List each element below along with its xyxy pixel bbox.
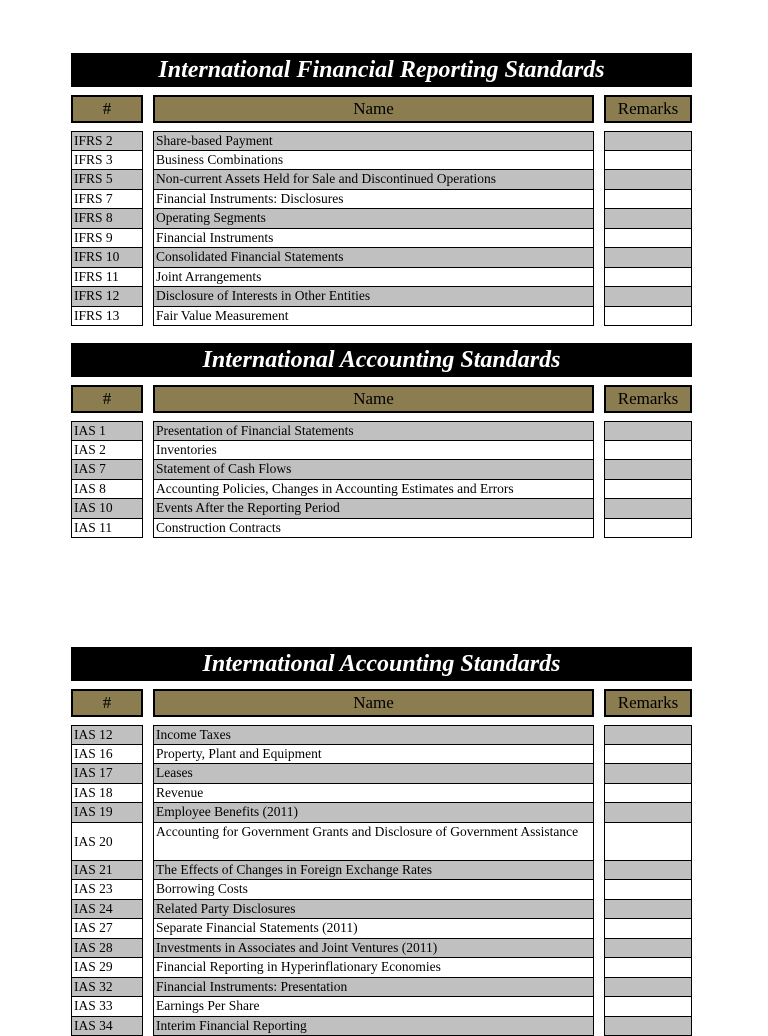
remarks-cell (604, 459, 692, 480)
table-row (71, 287, 692, 307)
standard-number: IFRS 11 (71, 267, 143, 288)
standard-number: IAS 33 (71, 996, 143, 1017)
remarks-cell (604, 440, 692, 461)
table-row (71, 861, 692, 881)
standard-name: Business Combinations (153, 150, 594, 171)
table-row (71, 499, 692, 519)
standard-number: IAS 10 (71, 498, 143, 519)
remarks-cell (604, 228, 692, 249)
standard-number: IFRS 10 (71, 247, 143, 268)
ias-section-1 (71, 343, 692, 538)
table-row (71, 725, 692, 745)
standard-number: IFRS 9 (71, 228, 143, 249)
standard-name: Non-current Assets Held for Sale and Discontinued Operations (153, 169, 594, 190)
header-name: Name (153, 95, 594, 123)
standard-number: IAS 18 (71, 783, 143, 804)
remarks-cell (604, 879, 692, 900)
standard-number: IAS 21 (71, 860, 143, 881)
table-row (71, 919, 692, 939)
remarks-cell (604, 725, 692, 745)
standard-name: Revenue (153, 783, 594, 804)
table-header (71, 689, 692, 717)
remarks-cell (604, 306, 692, 327)
remarks-cell (604, 247, 692, 268)
remarks-cell (604, 498, 692, 519)
section-title: International Financial Reporting Standards (71, 53, 692, 87)
table-row (71, 823, 692, 861)
standard-name: Related Party Disclosures (153, 899, 594, 920)
standard-number: IFRS 3 (71, 150, 143, 171)
table-header (71, 385, 692, 413)
standard-name: Accounting Policies, Changes in Accounting Estimates and Errors (153, 479, 594, 500)
remarks-cell (604, 822, 692, 861)
table-row (71, 248, 692, 268)
ifrs-section (71, 53, 692, 326)
standard-name: Statement of Cash Flows (153, 459, 594, 480)
standard-name: Disclosure of Interests in Other Entities (153, 286, 594, 307)
header-remarks: Remarks (604, 95, 692, 123)
remarks-cell (604, 938, 692, 959)
table-row (71, 1017, 692, 1036)
table-row (71, 784, 692, 804)
standard-number: IAS 29 (71, 957, 143, 978)
remarks-cell (604, 169, 692, 190)
remarks-cell (604, 518, 692, 539)
remarks-cell (604, 421, 692, 441)
table-row (71, 229, 692, 249)
header-remarks: Remarks (604, 385, 692, 413)
header-remarks: Remarks (604, 689, 692, 717)
standard-number: IAS 11 (71, 518, 143, 539)
header-number: # (71, 689, 143, 717)
section-title: International Accounting Standards (71, 343, 692, 377)
table-header (71, 95, 692, 123)
remarks-cell (604, 150, 692, 171)
standard-number: IAS 17 (71, 763, 143, 784)
ias-section-2 (71, 647, 692, 1036)
remarks-cell (604, 996, 692, 1017)
standard-number: IAS 34 (71, 1016, 143, 1036)
standard-name: Income Taxes (153, 725, 594, 745)
standard-name: Financial Instruments: Presentation (153, 977, 594, 998)
standard-name: Leases (153, 763, 594, 784)
standard-number: IFRS 8 (71, 208, 143, 229)
standard-name: Earnings Per Share (153, 996, 594, 1017)
table-row (71, 307, 692, 327)
standard-number: IAS 2 (71, 440, 143, 461)
remarks-cell (604, 267, 692, 288)
remarks-cell (604, 1016, 692, 1036)
table-row (71, 480, 692, 500)
remarks-cell (604, 860, 692, 881)
table-row (71, 880, 692, 900)
standard-name: Separate Financial Statements (2011) (153, 918, 594, 939)
remarks-cell (604, 189, 692, 210)
standard-name: Share-based Payment (153, 131, 594, 151)
header-number: # (71, 385, 143, 413)
standard-number: IAS 32 (71, 977, 143, 998)
table-row (71, 268, 692, 288)
standard-number: IFRS 2 (71, 131, 143, 151)
remarks-cell (604, 763, 692, 784)
table-row (71, 519, 692, 539)
table-row (71, 745, 692, 765)
table-row (71, 209, 692, 229)
standard-number: IFRS 12 (71, 286, 143, 307)
standard-name: Accounting for Government Grants and Disclosure of Government Assistance (153, 822, 594, 861)
table-row (71, 803, 692, 823)
remarks-cell (604, 899, 692, 920)
standard-name: The Effects of Changes in Foreign Exchange Rates (153, 860, 594, 881)
remarks-cell (604, 479, 692, 500)
table-row (71, 170, 692, 190)
standard-number: IAS 19 (71, 802, 143, 823)
table-row (71, 460, 692, 480)
table-row (71, 958, 692, 978)
table-row (71, 131, 692, 151)
standard-number: IAS 20 (71, 822, 143, 861)
standard-number: IAS 24 (71, 899, 143, 920)
standard-name: Financial Reporting in Hyperinflationary Economies (153, 957, 594, 978)
standard-number: IAS 12 (71, 725, 143, 745)
standard-number: IFRS 5 (71, 169, 143, 190)
table-row (71, 441, 692, 461)
standard-name: Presentation of Financial Statements (153, 421, 594, 441)
standards-table (71, 421, 692, 538)
remarks-cell (604, 131, 692, 151)
standard-number: IAS 27 (71, 918, 143, 939)
header-number: # (71, 95, 143, 123)
table-row (71, 421, 692, 441)
standard-name: Interim Financial Reporting (153, 1016, 594, 1036)
standard-number: IAS 1 (71, 421, 143, 441)
standard-number: IAS 16 (71, 744, 143, 765)
remarks-cell (604, 957, 692, 978)
remarks-cell (604, 286, 692, 307)
standard-number: IFRS 7 (71, 189, 143, 210)
header-name: Name (153, 689, 594, 717)
standard-name: Borrowing Costs (153, 879, 594, 900)
standard-name: Events After the Reporting Period (153, 498, 594, 519)
standard-number: IFRS 13 (71, 306, 143, 327)
table-row (71, 764, 692, 784)
remarks-cell (604, 744, 692, 765)
table-row (71, 978, 692, 998)
standard-name: Fair Value Measurement (153, 306, 594, 327)
section-title: International Accounting Standards (71, 647, 692, 681)
standard-name: Financial Instruments (153, 228, 594, 249)
standard-number: IAS 28 (71, 938, 143, 959)
table-row (71, 151, 692, 171)
standard-number: IAS 8 (71, 479, 143, 500)
remarks-cell (604, 208, 692, 229)
table-row (71, 997, 692, 1017)
standard-number: IAS 23 (71, 879, 143, 900)
standard-name: Consolidated Financial Statements (153, 247, 594, 268)
standard-name: Joint Arrangements (153, 267, 594, 288)
standards-table (71, 725, 692, 1036)
table-row (71, 900, 692, 920)
remarks-cell (604, 783, 692, 804)
standard-number: IAS 7 (71, 459, 143, 480)
standard-name: Investments in Associates and Joint Ventures (2011) (153, 938, 594, 959)
standard-name: Construction Contracts (153, 518, 594, 539)
standard-name: Employee Benefits (2011) (153, 802, 594, 823)
remarks-cell (604, 918, 692, 939)
standard-name: Property, Plant and Equipment (153, 744, 594, 765)
remarks-cell (604, 802, 692, 823)
header-name: Name (153, 385, 594, 413)
standard-name: Financial Instruments: Disclosures (153, 189, 594, 210)
standard-name: Inventories (153, 440, 594, 461)
standards-table (71, 131, 692, 326)
standard-name: Operating Segments (153, 208, 594, 229)
table-row (71, 939, 692, 959)
table-row (71, 190, 692, 210)
remarks-cell (604, 977, 692, 998)
